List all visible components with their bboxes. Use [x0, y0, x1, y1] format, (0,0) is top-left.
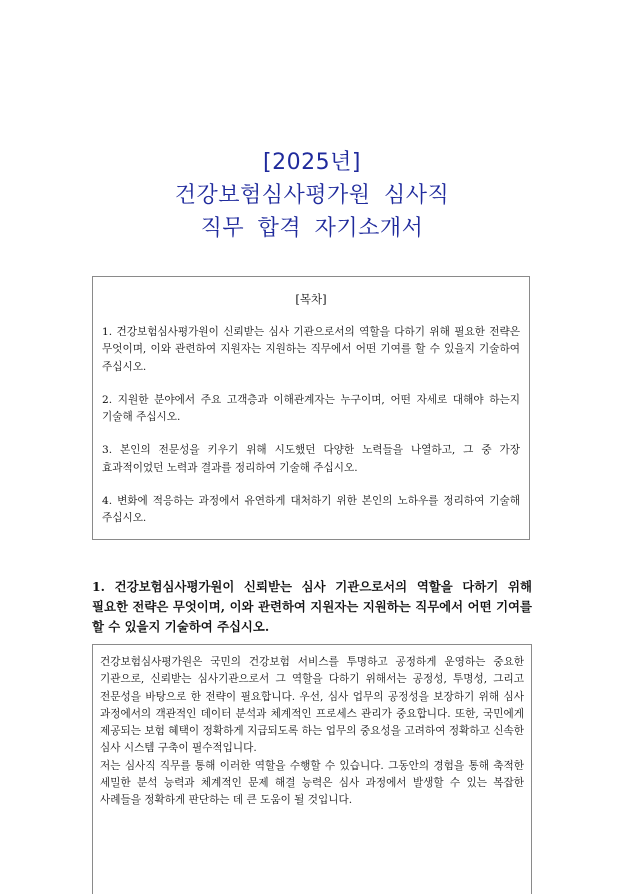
toc-item-4: 4. 변화에 적응하는 과정에서 유연하게 대처하기 위한 본인의 노하우를 정리하여 기술해 주십시오.	[102, 495, 520, 525]
title-year: [2025년]	[263, 150, 361, 175]
table-of-contents	[92, 276, 530, 540]
answer-1-paragraph-2: 저는 심사직 직무를 통해 이러한 역할을 수행할 수 있습니다. 그동안의 경험을 통해 축적한 세밀한 분석 능력과 체계적인 문제 해결 능력은 심사 과정에서 발생할 수 있는 복잡한 사례들을 정확하게 판단하는 데 큰 도움이 될 것입니다.	[100, 759, 524, 807]
document-title	[0, 146, 624, 245]
toc-item-1: 1. 건강보험심사평가원이 신뢰받는 심사 기관으로서의 역할을 다하기 위해 필요한 전략은 무엇이며, 이와 관련하여 지원자는 지원하는 직무에서 어떤 기여를 할 수 있을지 기술하여 주십시오.	[102, 326, 520, 373]
answer-1-box	[92, 644, 532, 894]
toc-heading: [목차]	[295, 292, 327, 306]
title-organization: 건강보험심사평가원 심사직	[174, 183, 450, 208]
question-1-heading: 1. 건강보험심사평가원이 신뢰받는 심사 기관으로서의 역할을 다하기 위해 필요한 전략은 무엇이며, 이와 관련하여 지원자는 지원하는 직무에서 어떤 기여를 할 수 있을지 기술하여 주십시오.	[92, 579, 532, 634]
toc-item-3: 3. 본인의 전문성을 키우기 위해 시도했던 다양한 노력들을 나열하고, 그 중 가장 효과적이었던 노력과 결과를 정리하여 기술해 주십시오.	[102, 444, 520, 474]
title-subject: 직무 합격 자기소개서	[200, 216, 424, 241]
toc-item-2: 2. 지원한 분야에서 주요 고객층과 이해관계자는 누구이며, 어떤 자세로 대해야 하는지 기술해 주십시오.	[102, 393, 520, 424]
answer-1-paragraph-1: 건강보험심사평가원은 국민의 건강보험 서비스를 투명하고 공정하게 운영하는 중요한 기관으로, 신뢰받는 심사기관으로서 그 역할을 다하기 위해서는 공정성, 투명성, 그리고 전문성을 바탕으로 한 전략이 필요합니다. 우선, 심사 업무의 공정성을 보장하기 위해 심사 과정에서의 객관적인 데이터 분석과 체계적인 프로세스 관리가 중요합니다. 또한, 국민에게 제공되는 보험 혜택이 정확하게 지급되도록 하는 업무의 중요성을 고려하여 정확하고 신속한 심사 시스템 구축이 필수적입니다.	[100, 656, 524, 755]
